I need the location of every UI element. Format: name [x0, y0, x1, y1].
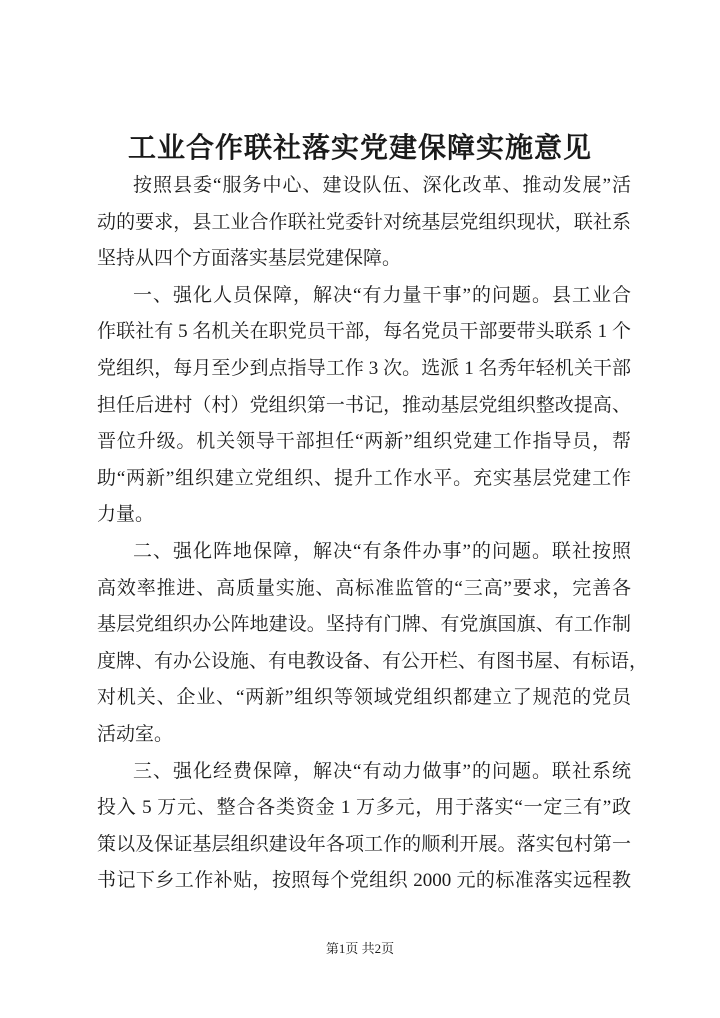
text-line: 力量。 [97, 504, 155, 526]
text-line: 动的要求，县工业合作联社党委针对统基层党组织现状，联社系 [97, 211, 631, 233]
text-line: 坚持从四个方面落实基层党建保障。 [97, 248, 402, 270]
text-line: 活动室。 [97, 723, 174, 745]
text-line: 策以及保证基层组织建设年各项工作的顺利开展。落实包村第一 [97, 833, 631, 855]
text-line: 晋位升级。机关领导干部担任“两新”组织党建工作指导员，帮 [97, 431, 631, 453]
paragraph [97, 168, 631, 278]
text-line: 投入 5 万元、整合各类资金 1 万多元，用于落实“一定三有”政 [97, 797, 631, 819]
text-line: 党组织，每月至少到点指导工作 3 次。选派 1 名秀年轻机关干部 [97, 357, 631, 379]
text-line: 度牌、有办公设施、有电教设备、有公开栏、有图书屋、有标语， [97, 650, 649, 672]
text-line: 按照县委“服务中心、建设队伍、深化改革、推动发展”活 [133, 175, 631, 196]
paragraph [97, 754, 631, 900]
text-line: 助“两新”组织建立党组织、提升工作水平。充实基层党建工作 [97, 467, 631, 489]
text-line: 一、强化人员保障，解决“有力量干事”的问题。县工业合 [133, 284, 631, 306]
text-line: 三、强化经费保障，解决“有动力做事”的问题。联社系统 [133, 760, 631, 782]
text-line: 书记下乡工作补贴，按照每个党组织 2000 元的标准落实远程教 [97, 870, 631, 892]
text-line: 对机关、企业、“两新”组织等领域党组织都建立了规范的党员 [97, 687, 631, 709]
text-line: 担任后进村（村）党组织第一书记，推动基层党组织整改提高、 [97, 394, 631, 416]
paragraph [97, 278, 631, 534]
page-number: 第1页 共2页 [325, 941, 395, 956]
document-title: 工业合作联社落实党建保障实施意见 [127, 133, 592, 164]
document-body [97, 168, 649, 900]
text-line: 二、强化阵地保障，解决“有条件办事”的问题。联社按照 [133, 540, 631, 562]
text-line: 高效率推进、高质量实施、高标准监管的“三高”要求，完善各 [97, 577, 631, 599]
text-line: 基层党组织办公阵地建设。坚持有门牌、有党旗国旗、有工作制 [97, 614, 631, 636]
paragraph [97, 534, 649, 754]
text-line: 作联社有 5 名机关在职党员干部，每名党员干部要带头联系 1 个 [97, 321, 631, 343]
